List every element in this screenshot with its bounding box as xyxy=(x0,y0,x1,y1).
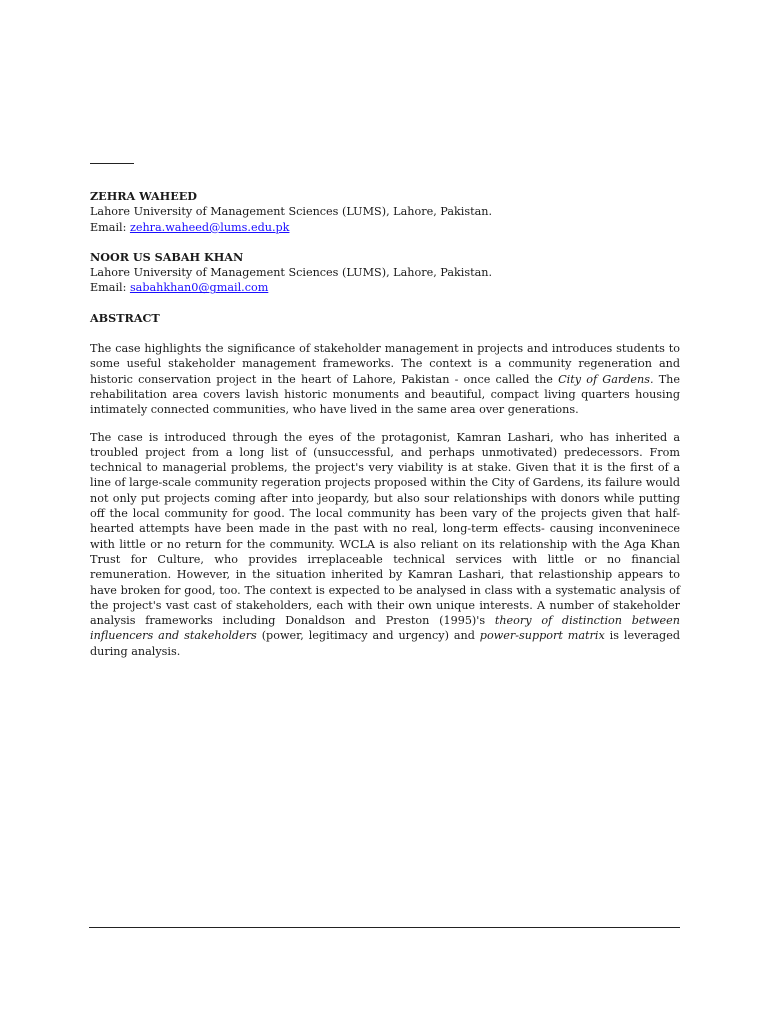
author-name: ZEHRA WAHEED xyxy=(90,189,197,203)
email-label: Email: xyxy=(90,281,130,295)
italic-text: power-support matrix xyxy=(479,629,605,643)
abstract-body xyxy=(90,341,680,659)
text-run: (power, legitimacy and urgency) and xyxy=(256,629,480,643)
author-affiliation: Lahore University of Management Sciences (LUMS), Lahore, Pakistan. xyxy=(90,205,493,219)
author-email-line xyxy=(90,280,680,295)
abstract-paragraph-1 xyxy=(90,341,680,417)
email-link[interactable]: sabahkhan0@gmail.com xyxy=(129,281,269,295)
abstract-heading: ABSTRACT xyxy=(90,310,160,325)
italic-text: City of Gardens. xyxy=(558,372,654,386)
italic-text: theory of distinction between influencers and stakeholders xyxy=(90,614,680,643)
author-name: NOOR US SABAH KHAN xyxy=(90,249,244,264)
text-run: The rehabilitation area covers lavish historic monuments and beautiful, compact living quarters housing intimately connected communities, who have lived in the same area over generations. xyxy=(90,372,680,417)
author-block-1 xyxy=(90,189,680,235)
email-link[interactable]: zehra.waheed@lums.edu.pk xyxy=(129,220,290,234)
email-label: Email: xyxy=(90,220,130,234)
text-run: The case is introduced through the eyes of the protagonist, Kamran Lashari, who has inherited a troubled project from a long list of (unsuccessful, and perhaps unmotivated) predecessors. From technical to managerial problems, the project's very viability is at stake. Given that it is the first of a line of large-scale community regeration projects proposed within the City of Gardens, its failure would not only put projects coming after into jeopardy, but also sour relationships with donors while putting off the local community for good. The local community has been vary of the projects given that half-hearted attempts have been made in the past with no real, long-term effects- causing inconveninece with little or no return for the community. WCLA is also reliant on its relationship with the Aga Khan Trust for Culture, who provides irreplaceable technical services with little or no financial remuneration. However, in the situation inherited by Kamran Lashari, that relastionship appears to have broken for good, too. The context is expected to be analysed in class with a systematic analysis of the project's vast cast of stakeholders, each with their own unique interests. A number of stakeholder analysis frameworks including Donaldson and Preston (1995)'s xyxy=(90,430,680,628)
author-email-line xyxy=(90,220,680,235)
text-run: is leveraged during analysis. xyxy=(90,629,680,658)
author-block-2 xyxy=(90,250,680,296)
text-run: The case highlights the significance of stakeholder management in projects and introduces students to some useful stakeholder management frameworks. The context is a community regeneration and historic conservation project in the heart of Lahore, Pakistan - once called the xyxy=(90,342,680,386)
abstract-paragraph-2 xyxy=(90,430,680,659)
footer-rule xyxy=(89,927,680,928)
author-affiliation: Lahore University of Management Sciences (LUMS), Lahore, Pakistan. xyxy=(90,266,493,280)
document-page xyxy=(90,152,680,659)
